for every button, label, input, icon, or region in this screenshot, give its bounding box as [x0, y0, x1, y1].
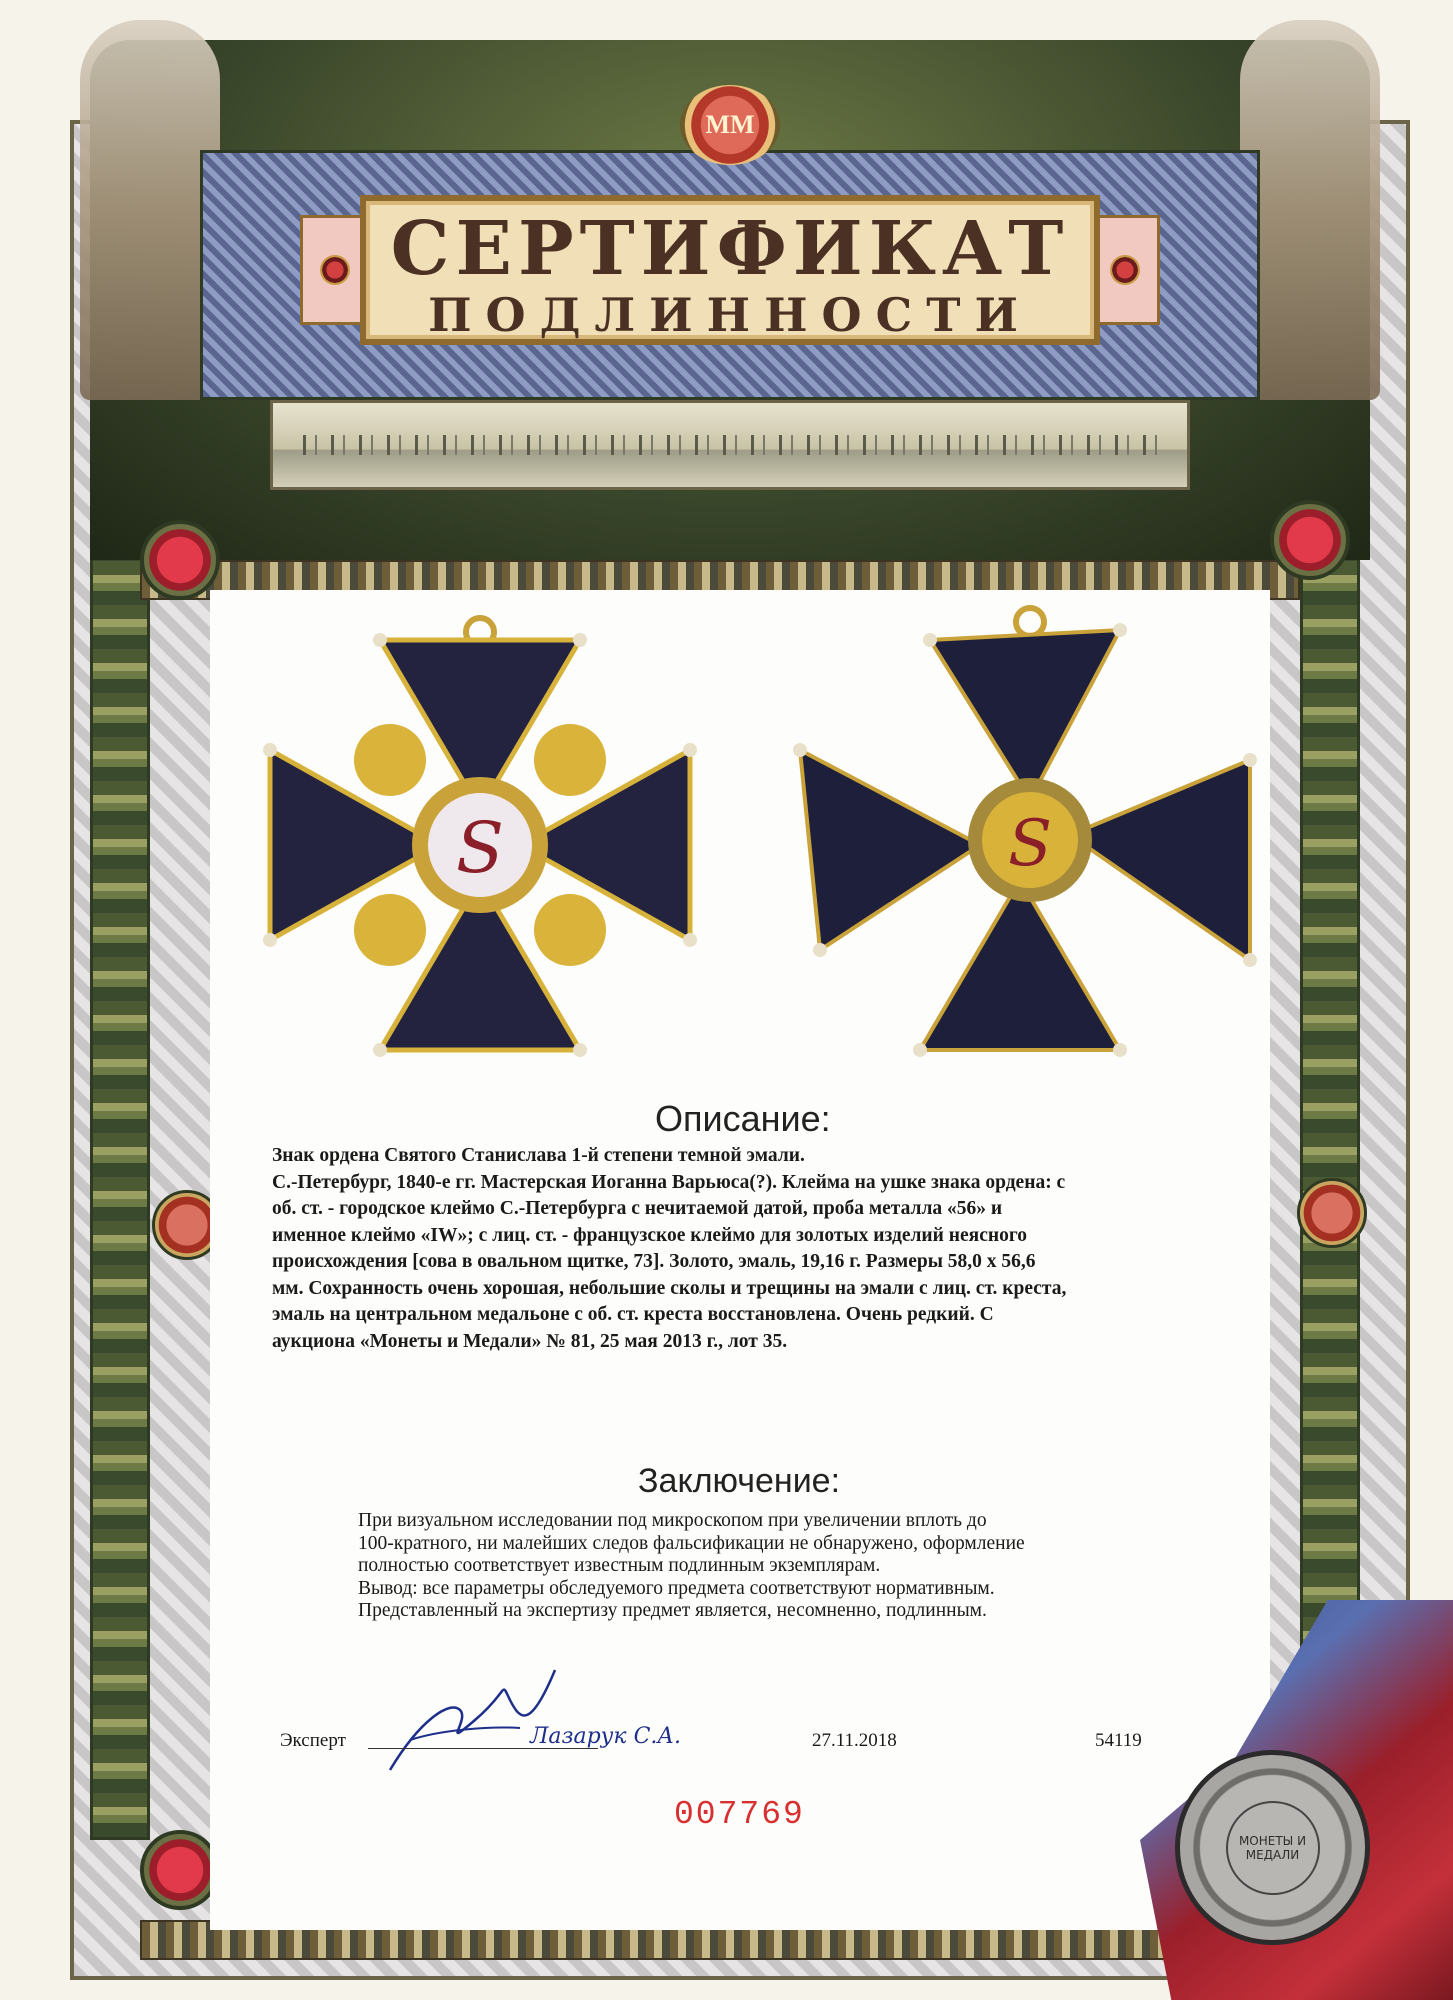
expert-name: Лазарук С.А. [530, 1724, 682, 1749]
medal-reverse-image [760, 600, 1280, 1080]
corner-rose-icon [140, 520, 220, 600]
side-monogram-icon [1297, 1178, 1367, 1248]
conclusion-line: При визуальном исследовании под микроскопом при увеличении вплоть до [358, 1510, 987, 1531]
conclusion-text [358, 1510, 1258, 1623]
skyline [303, 435, 1163, 455]
description-line: именное клеймо «IW»; с лиц. ст. - французское клеймо для золотых изделий неясного [272, 1224, 1027, 1246]
description-line: С.-Петербург, 1840-е гг. Мастерская Иоганна Варьюса(?). Клейма на ушке знака ордена: с [272, 1171, 1066, 1193]
monogram-emblem [680, 85, 780, 165]
conclusion-line: полностью соответствует известным подлинным экземплярам. [358, 1555, 881, 1576]
frame-pillar-left [90, 520, 150, 1840]
statue-left-figure [80, 20, 220, 400]
certificate-date: 27.11.2018 [812, 1730, 897, 1751]
description-line: эмаль на центральном медальоне с об. ст. креста восстановлена. Очень редкий. С [272, 1304, 994, 1325]
certificate-subtitle: ПОДЛИННОСТИ [428, 288, 1032, 342]
rosette-icon [320, 255, 350, 285]
statue-right-figure [1240, 20, 1380, 400]
svg-text:S: S [456, 807, 504, 889]
expert-label: Эксперт [280, 1730, 346, 1751]
description-line: мм. Сохранность очень хорошая, небольшие сколы и трещины на эмали с лиц. ст. креста, [272, 1277, 1067, 1299]
description-line: об. ст. - городское клеймо С.-Петербурга с нечитаемой датой, проба металла «56» и [272, 1198, 1003, 1219]
conclusion-line: Вывод: все параметры обследуемого предмета соответствуют нормативным. [358, 1577, 995, 1599]
conclusion-line: Представленный на экспертизу предмет является, несомненно, подлинным. [358, 1600, 987, 1621]
corner-rose-icon [140, 1830, 220, 1910]
seal-stamp [1180, 1755, 1365, 1940]
certificate-number: 54119 [1095, 1730, 1142, 1751]
signature-row [280, 1724, 1180, 1770]
seal-text: МОНЕТЫ И МЕДАЛИ [1226, 1801, 1320, 1895]
description-line: происхождения [сова в овальном щитке, 73]. Золото, эмаль, 19,16 г. Размеры 58,0 х 56,6 [272, 1251, 1036, 1272]
description-line: Знак ордена Святого Станислава 1-й степени темной эмали. [272, 1145, 805, 1166]
conclusion-line: 100-кратного, ни малейших следов фальсификации не обнаружено, оформление [358, 1532, 1025, 1554]
description-text [272, 1143, 1277, 1355]
title-plate [360, 195, 1100, 345]
description-line: аукциона «Монеты и Медали» № 81, 25 мая 2013 г., лот 35. [272, 1330, 788, 1352]
city-panorama [270, 400, 1190, 490]
serial-number: 007769 [674, 1796, 805, 1833]
svg-text:S: S [1008, 807, 1052, 881]
corner-rose-icon [1270, 500, 1350, 580]
description-heading: Описание: [655, 1098, 831, 1139]
monogram-text: ММ [705, 110, 755, 139]
conclusion-heading: Заключение: [638, 1462, 841, 1500]
rosette-icon [1110, 255, 1140, 285]
medal-obverse-image [240, 610, 720, 1080]
certificate-title: СЕРТИФИКАТ [390, 206, 1070, 292]
